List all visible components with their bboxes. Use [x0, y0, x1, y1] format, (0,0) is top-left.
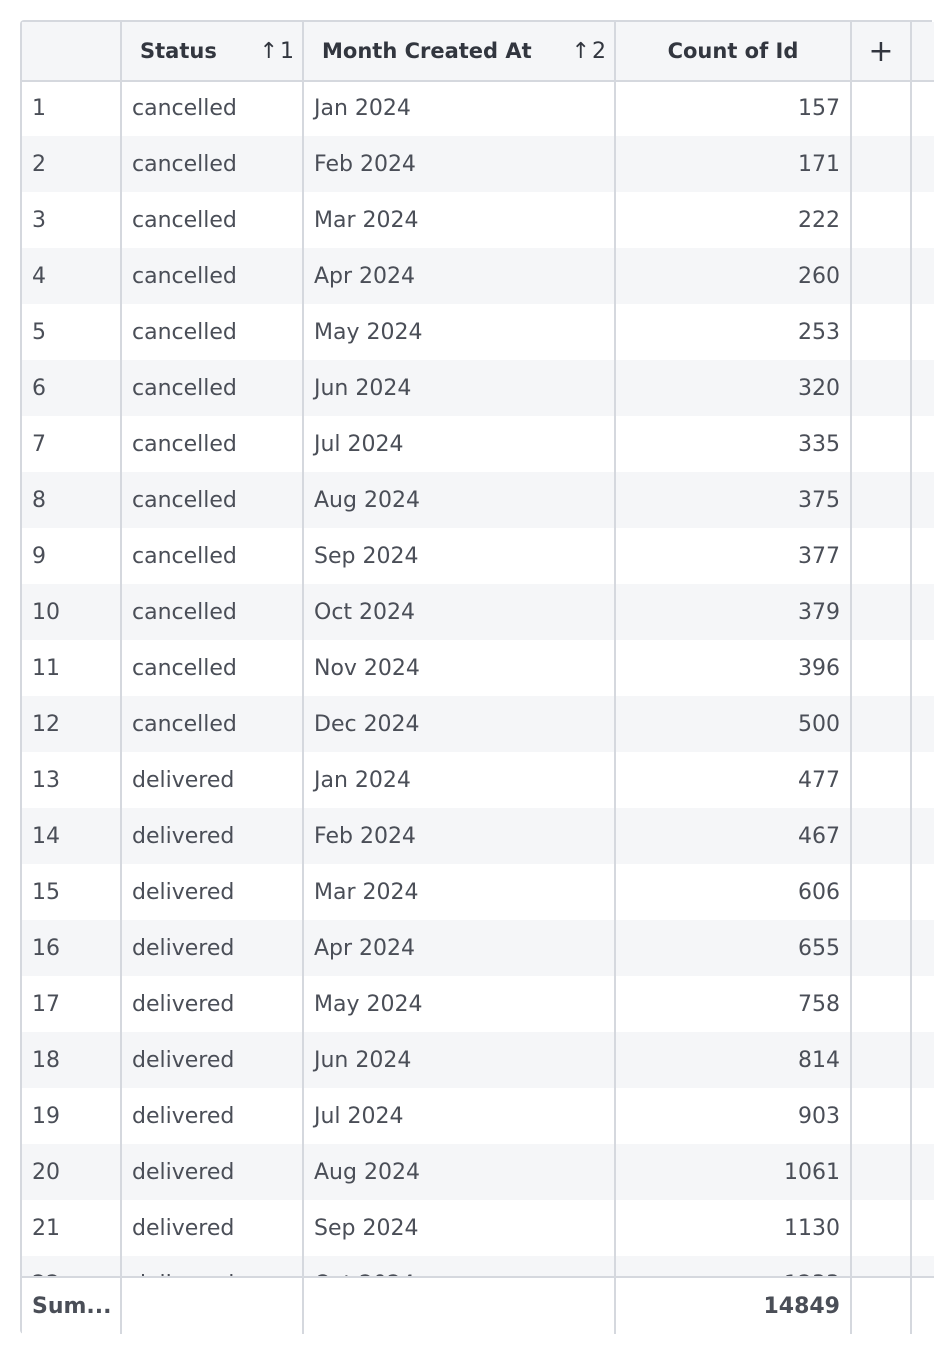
empty-cell: [852, 528, 912, 584]
count-cell[interactable]: 606: [616, 864, 852, 920]
month-cell[interactable]: Feb 2024: [304, 136, 616, 192]
empty-cell: [852, 1088, 912, 1144]
table-row[interactable]: [22, 976, 934, 1032]
empty-cell: [852, 360, 912, 416]
status-cell[interactable]: cancelled: [122, 416, 304, 472]
table-row[interactable]: [22, 304, 934, 360]
count-cell[interactable]: 375: [616, 472, 852, 528]
status-cell[interactable]: cancelled: [122, 584, 304, 640]
column-header-month-label: Month Created At: [322, 39, 532, 63]
filler-cell: [912, 360, 934, 416]
header-filler: [912, 22, 934, 80]
row-number-cell[interactable]: 17: [22, 976, 122, 1032]
empty-cell: [852, 1032, 912, 1088]
data-table: [20, 20, 932, 1334]
month-cell[interactable]: May 2024: [304, 304, 616, 360]
status-cell[interactable]: delivered: [122, 1088, 304, 1144]
month-cell[interactable]: Jul 2024: [304, 416, 616, 472]
footer-summary-label[interactable]: Sum...: [22, 1278, 122, 1334]
table-footer: [22, 1276, 934, 1336]
status-cell[interactable]: delivered: [122, 976, 304, 1032]
sort-order-month: 2: [592, 38, 606, 64]
footer-status-cell: [122, 1278, 304, 1334]
table-row[interactable]: [22, 920, 934, 976]
count-cell[interactable]: 467: [616, 808, 852, 864]
filler-cell: [912, 304, 934, 360]
month-cell[interactable]: May 2024: [304, 976, 616, 1032]
empty-cell: [852, 472, 912, 528]
status-cell[interactable]: delivered: [122, 1144, 304, 1200]
sort-order-status: 1: [280, 38, 294, 64]
row-number-cell[interactable]: 10: [22, 584, 122, 640]
sort-indicator-status[interactable]: [260, 39, 294, 64]
count-cell[interactable]: 320: [616, 360, 852, 416]
count-cell[interactable]: 377: [616, 528, 852, 584]
empty-cell: [852, 920, 912, 976]
table-row[interactable]: [22, 136, 934, 192]
empty-cell: [852, 1144, 912, 1200]
count-cell[interactable]: 335: [616, 416, 852, 472]
filler-cell: [912, 1088, 934, 1144]
count-cell[interactable]: 396: [616, 640, 852, 696]
filler-cell: [912, 976, 934, 1032]
filler-cell: [912, 528, 934, 584]
empty-cell: [852, 136, 912, 192]
month-cell[interactable]: Aug 2024: [304, 1144, 616, 1200]
row-number-cell[interactable]: 18: [22, 1032, 122, 1088]
empty-cell: [852, 752, 912, 808]
filler-cell: [912, 416, 934, 472]
month-cell[interactable]: Dec 2024: [304, 696, 616, 752]
filler-cell: [912, 248, 934, 304]
table-row[interactable]: [22, 1144, 934, 1200]
table-row[interactable]: [22, 864, 934, 920]
plus-icon: +: [868, 33, 894, 69]
table-row[interactable]: [22, 752, 934, 808]
count-cell[interactable]: 758: [616, 976, 852, 1032]
filler-cell: [912, 640, 934, 696]
table-row[interactable]: [22, 584, 934, 640]
empty-cell: [852, 80, 912, 136]
count-cell[interactable]: 260: [616, 248, 852, 304]
status-cell[interactable]: cancelled: [122, 80, 304, 136]
status-cell[interactable]: delivered: [122, 752, 304, 808]
status-cell[interactable]: delivered: [122, 920, 304, 976]
filler-cell: [912, 80, 934, 136]
table-row[interactable]: [22, 192, 934, 248]
status-cell[interactable]: cancelled: [122, 360, 304, 416]
table-row[interactable]: [22, 248, 934, 304]
sort-indicator-month[interactable]: [572, 39, 606, 64]
table-row[interactable]: [22, 80, 934, 136]
status-cell[interactable]: cancelled: [122, 192, 304, 248]
empty-cell: [852, 584, 912, 640]
filler-cell: [912, 696, 934, 752]
month-cell[interactable]: Jan 2024: [304, 80, 616, 136]
empty-cell: [852, 808, 912, 864]
month-cell[interactable]: Apr 2024: [304, 248, 616, 304]
row-number-cell[interactable]: 9: [22, 528, 122, 584]
filler-cell: [912, 192, 934, 248]
count-cell[interactable]: 1061: [616, 1144, 852, 1200]
table-row[interactable]: [22, 416, 934, 472]
month-cell[interactable]: Aug 2024: [304, 472, 616, 528]
row-number-cell[interactable]: 1: [22, 80, 122, 136]
status-cell[interactable]: delivered: [122, 1032, 304, 1088]
row-number-cell[interactable]: 21: [22, 1200, 122, 1256]
count-cell[interactable]: 253: [616, 304, 852, 360]
column-header-month-created-at[interactable]: [304, 22, 616, 80]
sort-ascending-icon: ↑: [571, 38, 590, 64]
status-cell[interactable]: cancelled: [122, 472, 304, 528]
column-header-count-of-id[interactable]: [616, 22, 852, 80]
count-cell[interactable]: 171: [616, 136, 852, 192]
month-cell[interactable]: Jul 2024: [304, 1088, 616, 1144]
count-cell[interactable]: 814: [616, 1032, 852, 1088]
month-cell[interactable]: Nov 2024: [304, 640, 616, 696]
filler-cell: [912, 1032, 934, 1088]
empty-cell: [852, 416, 912, 472]
count-cell[interactable]: 222: [616, 192, 852, 248]
table-row[interactable]: [22, 360, 934, 416]
filler-cell: [912, 136, 934, 192]
status-cell[interactable]: delivered: [122, 1200, 304, 1256]
status-cell[interactable]: delivered: [122, 808, 304, 864]
filler-cell: [912, 1200, 934, 1256]
add-column-button[interactable]: [852, 22, 912, 80]
count-cell[interactable]: 477: [616, 752, 852, 808]
row-number-cell[interactable]: 16: [22, 920, 122, 976]
status-cell[interactable]: cancelled: [122, 696, 304, 752]
status-cell[interactable]: delivered: [122, 864, 304, 920]
footer-filler: [912, 1278, 934, 1334]
status-cell[interactable]: cancelled: [122, 304, 304, 360]
month-cell[interactable]: Jan 2024: [304, 752, 616, 808]
row-number-cell[interactable]: 2: [22, 136, 122, 192]
row-number-cell[interactable]: 7: [22, 416, 122, 472]
row-number-cell[interactable]: 6: [22, 360, 122, 416]
table-row[interactable]: [22, 1032, 934, 1088]
month-cell[interactable]: Sep 2024: [304, 528, 616, 584]
count-cell[interactable]: 500: [616, 696, 852, 752]
row-number-cell[interactable]: 19: [22, 1088, 122, 1144]
month-cell[interactable]: Apr 2024: [304, 920, 616, 976]
footer-month-cell: [304, 1278, 616, 1334]
column-header-status[interactable]: [122, 22, 304, 80]
filler-cell: [912, 1144, 934, 1200]
table-row[interactable]: [22, 808, 934, 864]
row-number-cell[interactable]: 12: [22, 696, 122, 752]
row-number-cell[interactable]: 4: [22, 248, 122, 304]
filler-cell: [912, 752, 934, 808]
table-row[interactable]: [22, 472, 934, 528]
table-row[interactable]: [22, 1088, 934, 1144]
row-number-cell[interactable]: 20: [22, 1144, 122, 1200]
count-cell[interactable]: 903: [616, 1088, 852, 1144]
row-number-cell[interactable]: 11: [22, 640, 122, 696]
month-cell[interactable]: Oct 2024: [304, 584, 616, 640]
status-cell[interactable]: cancelled: [122, 528, 304, 584]
filler-cell: [912, 920, 934, 976]
count-cell[interactable]: 379: [616, 584, 852, 640]
month-cell[interactable]: Sep 2024: [304, 1200, 616, 1256]
sort-ascending-icon: ↑: [259, 38, 278, 64]
count-cell[interactable]: 157: [616, 80, 852, 136]
count-cell[interactable]: 1130: [616, 1200, 852, 1256]
filler-cell: [912, 808, 934, 864]
table-header: [22, 22, 934, 82]
count-cell[interactable]: 655: [616, 920, 852, 976]
column-header-count-label: Count of Id: [667, 39, 799, 63]
row-number-cell[interactable]: 13: [22, 752, 122, 808]
month-cell[interactable]: Mar 2024: [304, 864, 616, 920]
empty-cell: [852, 192, 912, 248]
month-cell[interactable]: Jun 2024: [304, 360, 616, 416]
table-body[interactable]: [22, 80, 934, 1276]
row-number-cell[interactable]: 14: [22, 808, 122, 864]
empty-cell: [852, 976, 912, 1032]
row-number-cell[interactable]: 8: [22, 472, 122, 528]
footer-count-total[interactable]: 14849: [616, 1278, 852, 1334]
month-cell[interactable]: Feb 2024: [304, 808, 616, 864]
month-cell[interactable]: Mar 2024: [304, 192, 616, 248]
empty-cell: [852, 304, 912, 360]
filler-cell: [912, 472, 934, 528]
status-cell[interactable]: cancelled: [122, 248, 304, 304]
empty-cell: [852, 864, 912, 920]
row-number-header: [22, 22, 122, 80]
table-row[interactable]: [22, 1200, 934, 1256]
row-number-cell[interactable]: 5: [22, 304, 122, 360]
table-row[interactable]: [22, 640, 934, 696]
row-number-cell[interactable]: 15: [22, 864, 122, 920]
row-number-cell[interactable]: 3: [22, 192, 122, 248]
status-cell[interactable]: cancelled: [122, 640, 304, 696]
column-header-status-label: Status: [140, 39, 217, 63]
filler-cell: [912, 584, 934, 640]
table-row[interactable]: [22, 528, 934, 584]
empty-cell: [852, 640, 912, 696]
status-cell[interactable]: cancelled: [122, 136, 304, 192]
footer-add-cell: [852, 1278, 912, 1334]
table-row[interactable]: [22, 696, 934, 752]
month-cell[interactable]: Jun 2024: [304, 1032, 616, 1088]
empty-cell: [852, 1200, 912, 1256]
empty-cell: [852, 696, 912, 752]
filler-cell: [912, 864, 934, 920]
empty-cell: [852, 248, 912, 304]
